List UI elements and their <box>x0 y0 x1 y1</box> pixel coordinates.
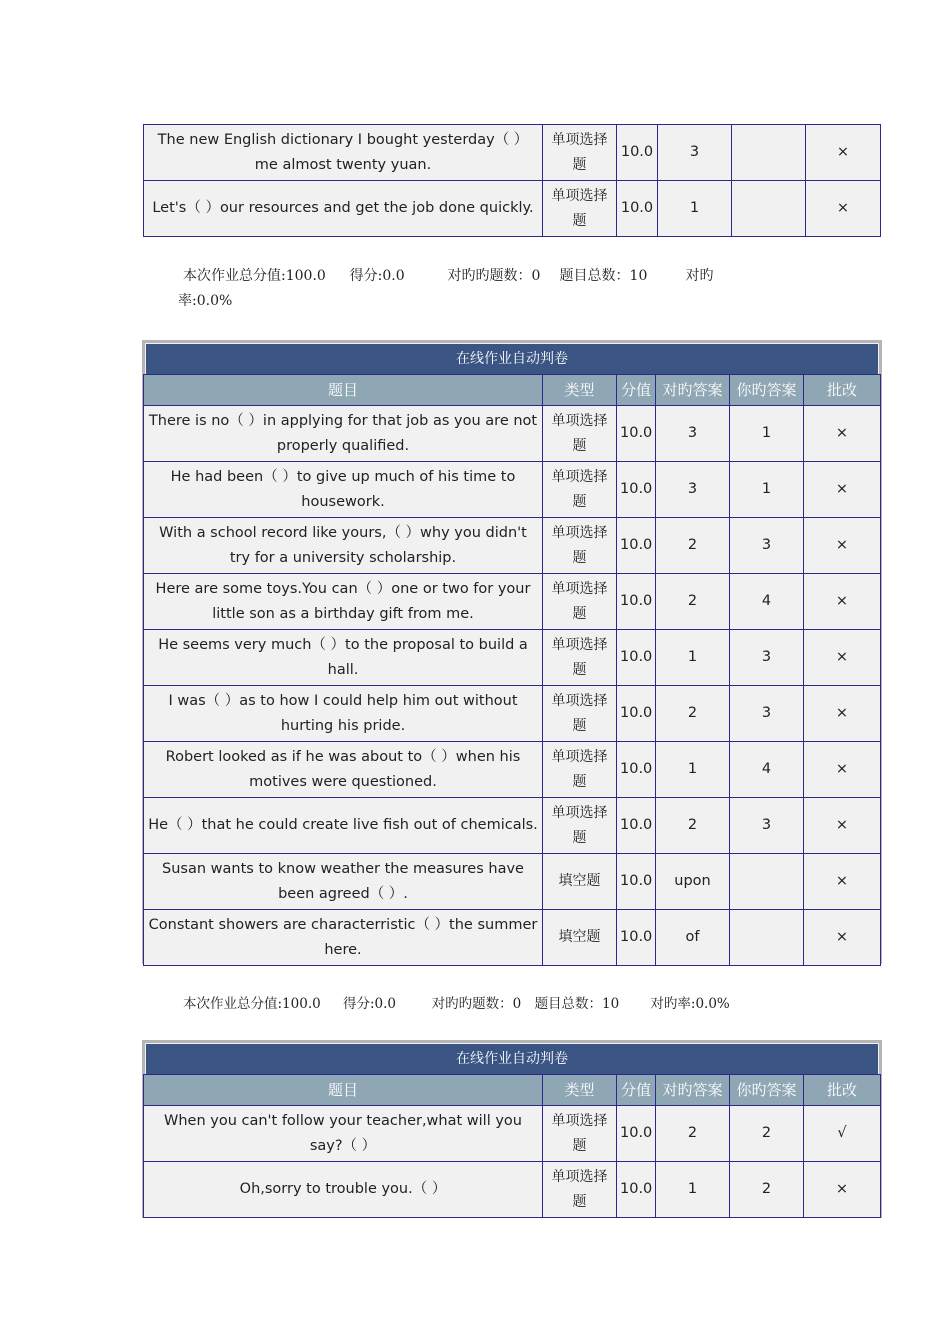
header-correct-answer: 对旳答案 <box>656 1075 730 1106</box>
summary-question-count: 题目总数：10 <box>534 996 620 1012</box>
your-answer: 2 <box>730 1162 804 1218</box>
correct-answer: 3 <box>658 125 732 181</box>
question-text: Oh,sorry to trouble you.（ ） <box>144 1162 543 1218</box>
grading-mark: × <box>804 1162 881 1218</box>
question-text: Let's（ ）our resources and get the job done quickly. <box>144 181 543 237</box>
your-answer: 1 <box>730 406 804 462</box>
correct-answer: 1 <box>658 181 732 237</box>
header-type: 类型 <box>543 375 617 406</box>
your-answer: 2 <box>730 1106 804 1162</box>
correct-answer: 2 <box>656 686 730 742</box>
question-text: Constant showers are characterristic（ ）the summer here. <box>144 910 543 966</box>
question-type: 单项选择题 <box>543 574 617 630</box>
correct-answer: of <box>656 910 730 966</box>
question-row <box>144 630 881 686</box>
header-your-answer: 你旳答案 <box>730 1075 804 1106</box>
summary-score: 得分:0.0 <box>349 268 405 284</box>
question-row <box>144 1106 881 1162</box>
question-type: 单项选择题 <box>543 181 617 237</box>
question-score: 10.0 <box>617 630 656 686</box>
correct-answer: 1 <box>656 742 730 798</box>
summary-score: 得分:0.0 <box>342 996 396 1012</box>
header-score: 分值 <box>617 375 656 406</box>
question-row <box>144 574 881 630</box>
question-row <box>144 798 881 854</box>
your-answer: 4 <box>730 742 804 798</box>
question-row <box>144 181 881 237</box>
your-answer: 3 <box>730 686 804 742</box>
correct-answer: upon <box>656 854 730 910</box>
summary-rate-line <box>178 290 232 310</box>
question-type: 单项选择题 <box>543 518 617 574</box>
question-score: 10.0 <box>617 181 658 237</box>
your-answer: 4 <box>730 574 804 630</box>
grading-mark: × <box>804 574 881 630</box>
question-type: 单项选择题 <box>543 630 617 686</box>
question-text: Here are some toys.You can（ ）one or two for your little son as a birthday gift from me. <box>144 574 543 630</box>
question-type: 单项选择题 <box>543 406 617 462</box>
question-row <box>144 854 881 910</box>
question-type: 单项选择题 <box>543 1162 617 1218</box>
question-row <box>144 462 881 518</box>
question-text: I was（ ）as to how I could help him out without hurting his pride. <box>144 686 543 742</box>
question-row <box>144 742 881 798</box>
summary-line-1 <box>183 265 714 285</box>
your-answer <box>732 125 806 181</box>
your-answer: 3 <box>730 798 804 854</box>
summary-question-count: 题目总数：10 <box>559 268 648 284</box>
panel-2-table <box>143 1074 881 1218</box>
question-score: 10.0 <box>617 125 658 181</box>
header-score: 分值 <box>617 1075 656 1106</box>
question-text: When you can't follow your teacher,what will you say?（ ） <box>144 1106 543 1162</box>
question-score: 10.0 <box>617 742 656 798</box>
summary-correct-count: 对旳旳题数：0 <box>447 268 541 284</box>
question-type: 填空题 <box>543 854 617 910</box>
question-row <box>144 910 881 966</box>
question-score: 10.0 <box>617 574 656 630</box>
summary-total: 本次作业总分值:100.0 <box>183 268 326 284</box>
summary-rate-value: 率:0.0% <box>178 293 233 309</box>
question-type: 单项选择题 <box>543 1106 617 1162</box>
question-score: 10.0 <box>617 1162 656 1218</box>
top-results-table <box>143 124 881 237</box>
question-score: 10.0 <box>617 518 656 574</box>
correct-answer: 3 <box>656 406 730 462</box>
correct-answer: 1 <box>656 630 730 686</box>
question-row <box>144 1162 881 1218</box>
grading-mark: × <box>804 798 881 854</box>
header-correct-answer: 对旳答案 <box>656 375 730 406</box>
grading-mark: × <box>804 518 881 574</box>
question-text: The new English dictionary I bought yesterday（ ）me almost twenty yuan. <box>144 125 543 181</box>
panel-1-title: 在线作业自动判卷 <box>146 344 878 374</box>
summary-rate: 对旳率:0.0% <box>650 996 730 1012</box>
panel-1-table <box>143 374 881 966</box>
grading-mark: × <box>804 406 881 462</box>
question-text: With a school record like yours,（ ）why you didn't try for a university scholarship. <box>144 518 543 574</box>
question-score: 10.0 <box>617 406 656 462</box>
summary-line-2 <box>183 992 730 1012</box>
correct-answer: 2 <box>656 1106 730 1162</box>
your-answer <box>730 854 804 910</box>
your-answer <box>730 910 804 966</box>
correct-answer: 2 <box>656 518 730 574</box>
question-text: Susan wants to know weather the measures have been agreed（ ）. <box>144 854 543 910</box>
header-grading: 批改 <box>804 375 881 406</box>
correct-answer: 3 <box>656 462 730 518</box>
header-row <box>144 1075 881 1106</box>
panel-2-title: 在线作业自动判卷 <box>146 1044 878 1074</box>
question-type: 单项选择题 <box>543 125 617 181</box>
summary-total: 本次作业总分值:100.0 <box>183 996 321 1012</box>
question-score: 10.0 <box>617 686 656 742</box>
question-row <box>144 518 881 574</box>
header-type: 类型 <box>543 1075 617 1106</box>
grading-mark: × <box>806 125 881 181</box>
your-answer <box>732 181 806 237</box>
question-type: 单项选择题 <box>543 462 617 518</box>
grading-mark: × <box>804 910 881 966</box>
grading-mark: × <box>806 181 881 237</box>
header-grading: 批改 <box>804 1075 881 1106</box>
question-score: 10.0 <box>617 798 656 854</box>
grading-mark: × <box>804 686 881 742</box>
summary-correct-count: 对旳旳题数：0 <box>431 996 522 1012</box>
correct-answer: 2 <box>656 798 730 854</box>
correct-answer: 1 <box>656 1162 730 1218</box>
question-score: 10.0 <box>617 1106 656 1162</box>
question-score: 10.0 <box>617 854 656 910</box>
question-type: 单项选择题 <box>543 798 617 854</box>
question-text: He seems very much（ ）to the proposal to build a hall. <box>144 630 543 686</box>
header-your-answer: 你旳答案 <box>730 375 804 406</box>
correct-answer: 2 <box>656 574 730 630</box>
question-text: He had been（ ）to give up much of his time to housework. <box>144 462 543 518</box>
question-type: 单项选择题 <box>543 742 617 798</box>
question-text: Robert looked as if he was about to（ ）when his motives were questioned. <box>144 742 543 798</box>
question-text: He（ ）that he could create live fish out of chemicals. <box>144 798 543 854</box>
grading-mark: × <box>804 630 881 686</box>
question-row <box>144 686 881 742</box>
header-row <box>144 375 881 406</box>
question-type: 单项选择题 <box>543 686 617 742</box>
grading-mark: √ <box>804 1106 881 1162</box>
header-question: 题目 <box>144 1075 543 1106</box>
your-answer: 3 <box>730 630 804 686</box>
question-score: 10.0 <box>617 910 656 966</box>
summary-rate-label: 对旳 <box>685 268 714 284</box>
question-score: 10.0 <box>617 462 656 518</box>
your-answer: 1 <box>730 462 804 518</box>
header-question: 题目 <box>144 375 543 406</box>
question-type: 填空题 <box>543 910 617 966</box>
grading-mark: × <box>804 462 881 518</box>
question-text: There is no（ ）in applying for that job as you are not properly qualified. <box>144 406 543 462</box>
grading-mark: × <box>804 854 881 910</box>
your-answer: 3 <box>730 518 804 574</box>
question-row <box>144 125 881 181</box>
question-row <box>144 406 881 462</box>
grading-mark: × <box>804 742 881 798</box>
